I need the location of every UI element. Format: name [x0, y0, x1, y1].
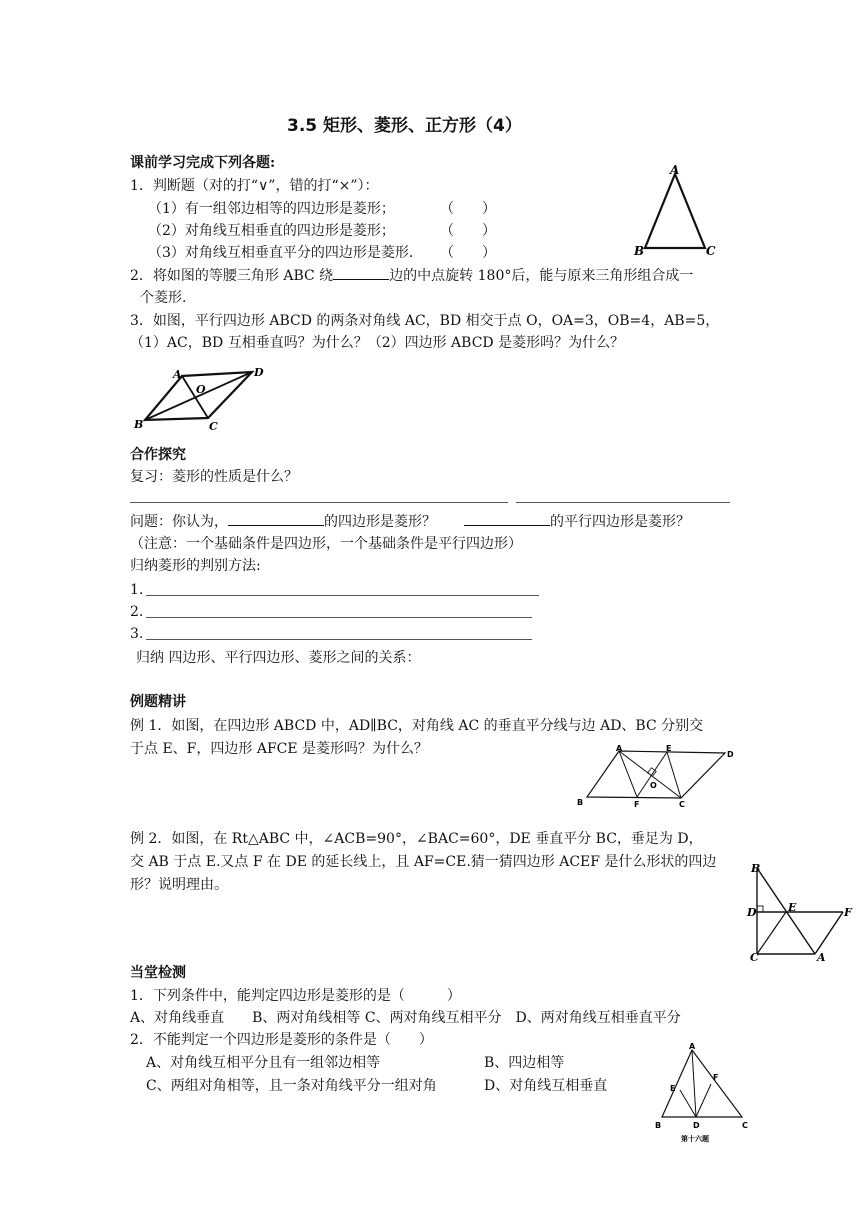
label-F: F — [844, 906, 852, 919]
label-D: D — [727, 750, 734, 759]
method-3-line[interactable] — [146, 639, 532, 640]
example-1: 例 1．如图，在四边形 ABCD 中，AD∥BC，对角线 AC 的垂直平分线与边 AD、BC 分别交 — [130, 718, 704, 734]
method-2: 2. — [130, 604, 144, 620]
coop-question-c: 的平行四边形是菱形？ — [550, 514, 690, 530]
label-B: B — [134, 418, 144, 431]
q2-option-b: B、四边相等 — [484, 1055, 565, 1071]
q1-item-3-paren: （ ） — [440, 245, 496, 261]
coop-blank-2[interactable] — [464, 511, 550, 526]
label-E: E — [666, 744, 672, 753]
example-1-cont: 于点 E、F，四边形 AFCE 是菱形吗？为什么？ — [130, 741, 429, 757]
label-C: C — [706, 244, 716, 258]
example-1-figure — [575, 743, 745, 813]
label-A: A — [689, 1042, 696, 1051]
label-F: F — [634, 800, 640, 809]
section-heading-check: 当堂检测 — [130, 965, 186, 981]
check-question-2: 2．不能判定一个四边形是菱形的条件是（ ） — [130, 1032, 433, 1048]
label-D: D — [254, 366, 264, 379]
label-O: O — [650, 781, 657, 790]
review-answer-line-1[interactable] — [130, 502, 508, 503]
triangle-figure — [630, 160, 730, 260]
q1-item-2-paren: （ ） — [440, 223, 496, 239]
q1-item-1-paren: （ ） — [440, 201, 496, 217]
example-2-cont: 交 AB 于点 E.又点 F 在 DE 的延长线上，且 AF=CE.猜一猜四边形 ACEF 是什么形状的四边 — [130, 854, 717, 870]
coop-summary: 归纳菱形的判别方法: — [130, 558, 261, 574]
label-A: A — [616, 744, 623, 753]
label-A: A — [670, 163, 680, 177]
method-3: 3. — [130, 626, 144, 642]
page-title: 3.5 矩形、菱形、正方形（4） — [287, 116, 522, 136]
label-D: D — [747, 906, 757, 919]
example-2-cont-2: 形？说明理由。 — [130, 877, 228, 893]
coop-question-b: 的四边形是菱形？ — [324, 514, 436, 530]
q1-item-3: （3）对角线互相垂直平分的四边形是菱形． — [148, 245, 423, 261]
label-D: D — [693, 1121, 700, 1130]
coop-question — [130, 511, 690, 532]
q2-option-d: D、对角线互相垂直 — [484, 1078, 608, 1094]
label-E: E — [670, 1084, 676, 1093]
q1-item-1: （1）有一组邻边相等的四边形是菱形； — [148, 201, 395, 217]
section-heading-examples: 例题精讲 — [130, 694, 186, 710]
coop-blank-1[interactable] — [228, 511, 324, 526]
question-3-sub: （1）AC，BD 互相垂直吗？为什么？（2）四边形 ABCD 是菱形吗？为什么？ — [130, 335, 625, 351]
label-B: B — [634, 244, 645, 258]
label-C: C — [750, 951, 759, 964]
label-B: B — [577, 798, 584, 807]
label-B: B — [751, 862, 761, 875]
coop-relation: 归纳 四边形、平行四边形、菱形之间的关系： — [136, 650, 421, 666]
q2-blank[interactable] — [333, 265, 389, 280]
label-E: E — [788, 901, 797, 914]
label-C: C — [679, 800, 685, 809]
check-question-1-options: A、对角线垂直 B、两对角线相等 C、两对角线互相平分 D、两对角线互相垂直平分 — [130, 1010, 681, 1026]
example-2: 例 2．如图，在 Rt△ABC 中，∠ACB=90°，∠BAC=60°，DE 垂直平分 BC，垂足为 D， — [130, 831, 703, 847]
coop-note: （注意：一个基础条件是四边形，一个基础条件是平行四边形） — [130, 536, 522, 552]
question-2-cont: 个菱形. — [140, 290, 187, 306]
method-2-line[interactable] — [146, 617, 532, 618]
method-1: 1. — [130, 582, 144, 598]
section-heading-pre: 课前学习完成下列各题: — [130, 155, 276, 171]
q1-item-2: （2）对角线互相垂直的四边形是菱形； — [148, 223, 395, 239]
coop-question-a: 问题：你认为， — [130, 514, 228, 530]
review-answer-line-2[interactable] — [516, 502, 730, 503]
label-F: F — [713, 1073, 719, 1082]
method-1-line[interactable] — [146, 595, 539, 596]
label-A: A — [817, 951, 826, 964]
label-B: B — [655, 1121, 662, 1130]
review-question: 复习：菱形的性质是什么？ — [130, 469, 298, 485]
q2-option-a: A、对角线互相平分且有一组邻边相等 — [146, 1055, 381, 1071]
figure-16 — [652, 1042, 752, 1152]
section-heading-coop: 合作探究 — [130, 447, 186, 463]
question-2 — [130, 265, 693, 286]
q2-text-a: 2．将如图的等腰三角形 ABC 绕 — [130, 268, 334, 284]
parallelogram-figure — [130, 362, 270, 437]
example-2-figure — [745, 862, 855, 962]
label-C: C — [209, 420, 218, 433]
question-1: 1．判断题（对的打“∨”，错的打“×”）： — [130, 178, 379, 194]
figure-16-caption: 第十六题 — [681, 1135, 709, 1143]
q2-text-b: 边的中点旋转 180°后，能与原来三角形组合成一 — [389, 268, 694, 284]
question-3: 3．如图，平行四边形 ABCD 的两条对角线 AC，BD 相交于点 O，OA=3，OB=4，AB=5， — [130, 313, 720, 329]
q2-option-c: C、两组对角相等，且一条对角线平分一组对角 — [146, 1078, 437, 1094]
check-question-1: 1．下列条件中，能判定四边形是菱形的是（ ） — [130, 988, 461, 1004]
label-A: A — [173, 368, 182, 381]
label-O: O — [196, 383, 206, 396]
label-C: C — [742, 1121, 748, 1130]
